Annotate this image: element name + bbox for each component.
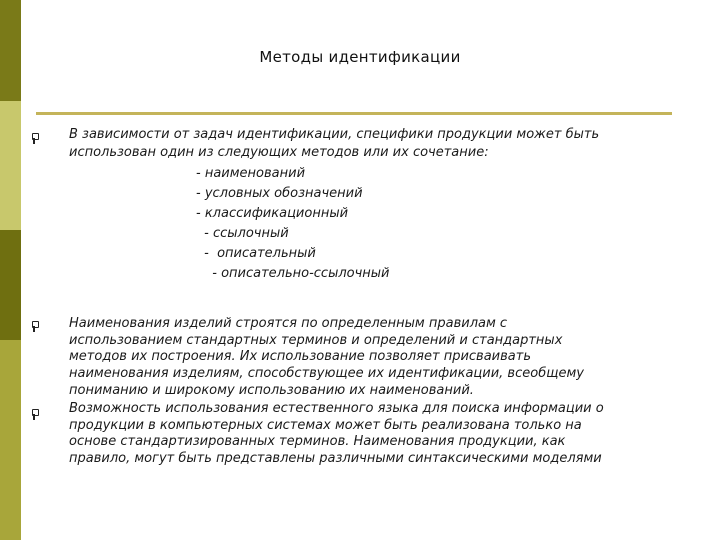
text-line: Наименования изделий строятся по определенным правилам с [69, 316, 508, 331]
square-bullet-icon [32, 321, 39, 328]
page-title: Методы идентификации [259, 48, 461, 66]
methods-list [196, 164, 390, 284]
sidebar-segment [0, 101, 21, 230]
text-line: Возможность использования естественного языка для поиска информации о [69, 401, 604, 416]
square-bullet-icon [32, 133, 39, 140]
title-divider [36, 112, 672, 115]
sidebar-stripe [0, 0, 21, 540]
text-line: продукции в компьютерных системах может быть реализована только на [69, 417, 582, 433]
language-paragraph [69, 401, 669, 468]
text-line: правило, могут быть представлены различными синтаксическими моделями [69, 451, 602, 467]
method-item: - классификационный [196, 206, 349, 221]
sidebar-segment [0, 340, 21, 540]
method-item: - наименований [196, 166, 306, 181]
sidebar-segment [0, 230, 21, 340]
method-item: - описательно-ссылочный [204, 266, 390, 281]
text-line: основе стандартизированных терминов. Наименования продукции, как [69, 434, 566, 450]
text-line: использован один из следующих методов или их сочетание: [69, 145, 489, 160]
method-item: - ссылочный [200, 226, 289, 241]
text-line: В зависимости от задач идентификации, специфики продукции может быть [69, 127, 600, 142]
text-line: методов их построения. Их использование позволяет присваивать [69, 349, 531, 365]
method-item: - описательный [200, 246, 316, 261]
method-item: - условных обозначений [196, 186, 363, 201]
text-line: использованием стандартных терминов и определений и стандартных [69, 332, 563, 348]
names-paragraph [69, 316, 669, 400]
square-bullet-icon [32, 409, 39, 416]
text-line: наименования изделиям, способствующее их идентификации, всеобщему [69, 366, 584, 382]
text-line: пониманию и широкому использованию их наименований. [69, 382, 474, 398]
sidebar-segment [0, 0, 21, 101]
intro-paragraph [69, 126, 669, 162]
